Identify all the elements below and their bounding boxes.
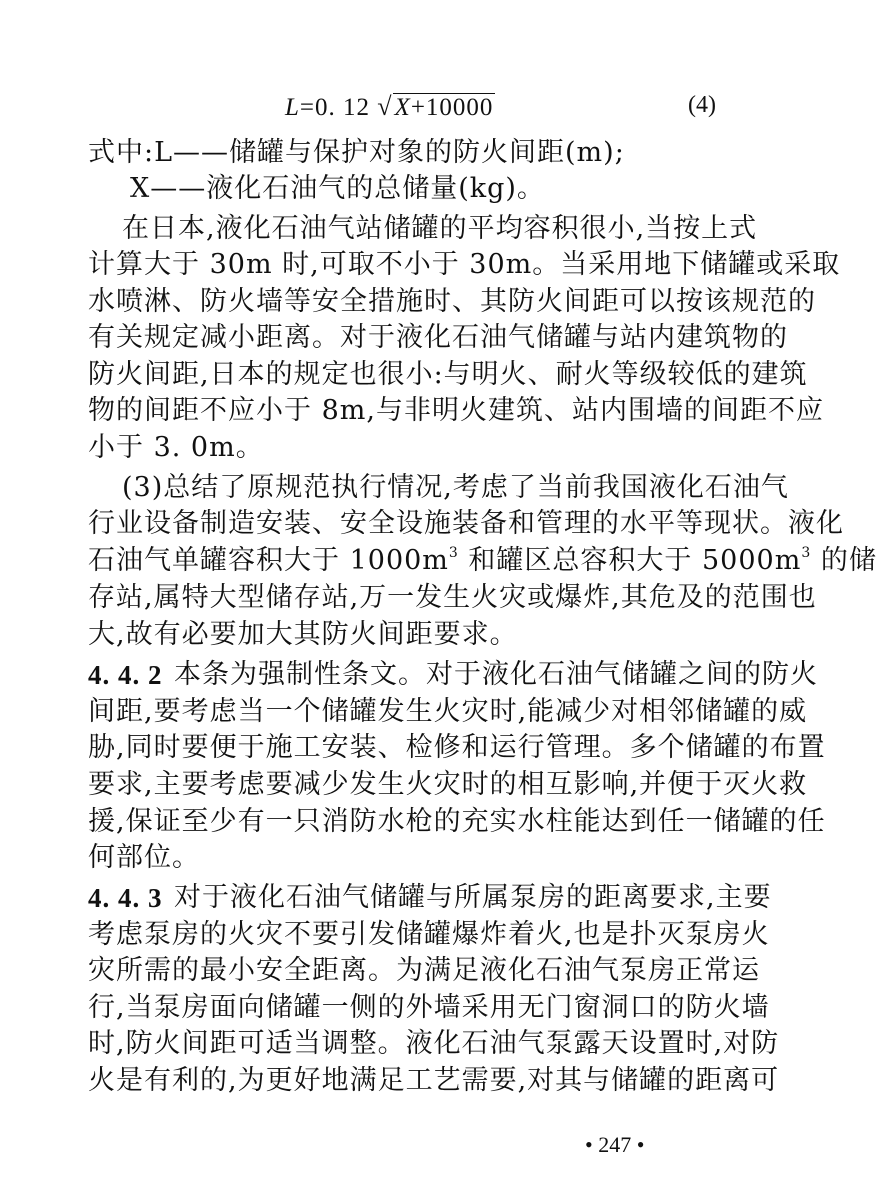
definition-line: X——液化石油气的总储量(kg)。: [130, 173, 545, 204]
paragraph-line: 援,保证至少有一只消防水枪的充实水柱能达到任一储罐的任: [88, 806, 826, 837]
paragraph-line: 火是有利的,为更好地满足工艺需要,对其与储罐的距离可: [88, 1065, 780, 1096]
formula-radicand-rest: +10000: [410, 94, 494, 121]
superscript: 3: [448, 545, 459, 561]
formula: [285, 92, 495, 122]
paragraph-line: 要求,主要考虑要减少发生火灾时的相互影响,并便于灭火救: [88, 769, 808, 800]
paragraph-line: 何部位。: [88, 842, 200, 873]
paragraph-line: 胁,同时要便于施工安装、检修和运行管理。多个储罐的布置: [88, 732, 826, 763]
paragraph-line: 防火间距,日本的规定也很小:与明火、耐火等级较低的建筑: [88, 359, 808, 390]
paragraph-line: 有关规定减小距离。对于液化石油气储罐与站内建筑物的: [88, 322, 788, 353]
paragraph-line: 本条为强制性条文。对于液化石油气储罐之间的防火: [174, 659, 818, 690]
formula-radicand: [393, 93, 496, 121]
paragraph-line: 存站,属特大型储存站,万一发生火灾或爆炸,其危及的范围也: [88, 582, 817, 613]
definition-line: 式中:L——储罐与保护对象的防火间距(m);: [88, 137, 625, 168]
paragraph-line: 考虑泵房的火灾不要引发储罐爆炸着火,也是扑灭泵房火: [88, 919, 770, 950]
formula-lhs: L: [285, 94, 300, 121]
paragraph-line: 在日本,液化石油气站储罐的平均容积很小,当按上式: [122, 213, 758, 244]
formula-coefficient: =0. 12: [299, 94, 371, 121]
formula-radicand-var: X: [394, 94, 411, 121]
sqrt-icon: √: [377, 92, 393, 121]
paragraph-line: (3)总结了原规范执行情况,考虑了当前我国液化石油气: [122, 472, 789, 503]
paragraph-line: 物的间距不应小于 8m,与非明火建筑、站内围墙的间距不应: [88, 395, 824, 426]
paragraph-line: 对于液化石油气储罐与所属泵房的距离要求,主要: [174, 882, 772, 913]
paragraph-line: 计算大于 30m 时,可取不小于 30m。当采用地下储罐或采取: [88, 249, 841, 280]
text-segment: 石油气单罐容积大于 1000m: [88, 545, 449, 576]
page-number: • 247 •: [585, 1132, 645, 1157]
section-number: 4. 4. 2: [88, 660, 163, 690]
paragraph-line: 小于 3. 0m。: [88, 432, 264, 463]
section-number: 4. 4. 3: [88, 883, 163, 913]
paragraph-line: 时,防火间距可适当调整。液化石油气泵露天设置时,对防: [88, 1028, 780, 1059]
paragraph-line-with-superscript: [88, 545, 877, 576]
paragraph-line: 大,故有必要加大其防火间距要求。: [88, 619, 518, 650]
paragraph-line: 灾所需的最小安全距离。为满足液化石油气泵房正常运: [88, 955, 760, 986]
paragraph-line: 行业设备制造安装、安全设施装备和管理的水平等现状。液化: [88, 508, 844, 539]
paragraph-line: 间距,要考虑当一个储罐发生火灾时,能减少对相邻储罐的威: [88, 696, 808, 727]
formula-number: (4): [688, 92, 716, 118]
text-segment: 的储: [811, 545, 877, 576]
text-segment: 和罐区总容积大于 5000m: [458, 545, 802, 576]
paragraph-line: 水喷淋、防火墙等安全措施时、其防火间距可以按该规范的: [88, 286, 816, 317]
paragraph-line: 行,当泵房面向储罐一侧的外墙采用无门窗洞口的防火墙: [88, 992, 770, 1023]
superscript: 3: [801, 545, 812, 561]
